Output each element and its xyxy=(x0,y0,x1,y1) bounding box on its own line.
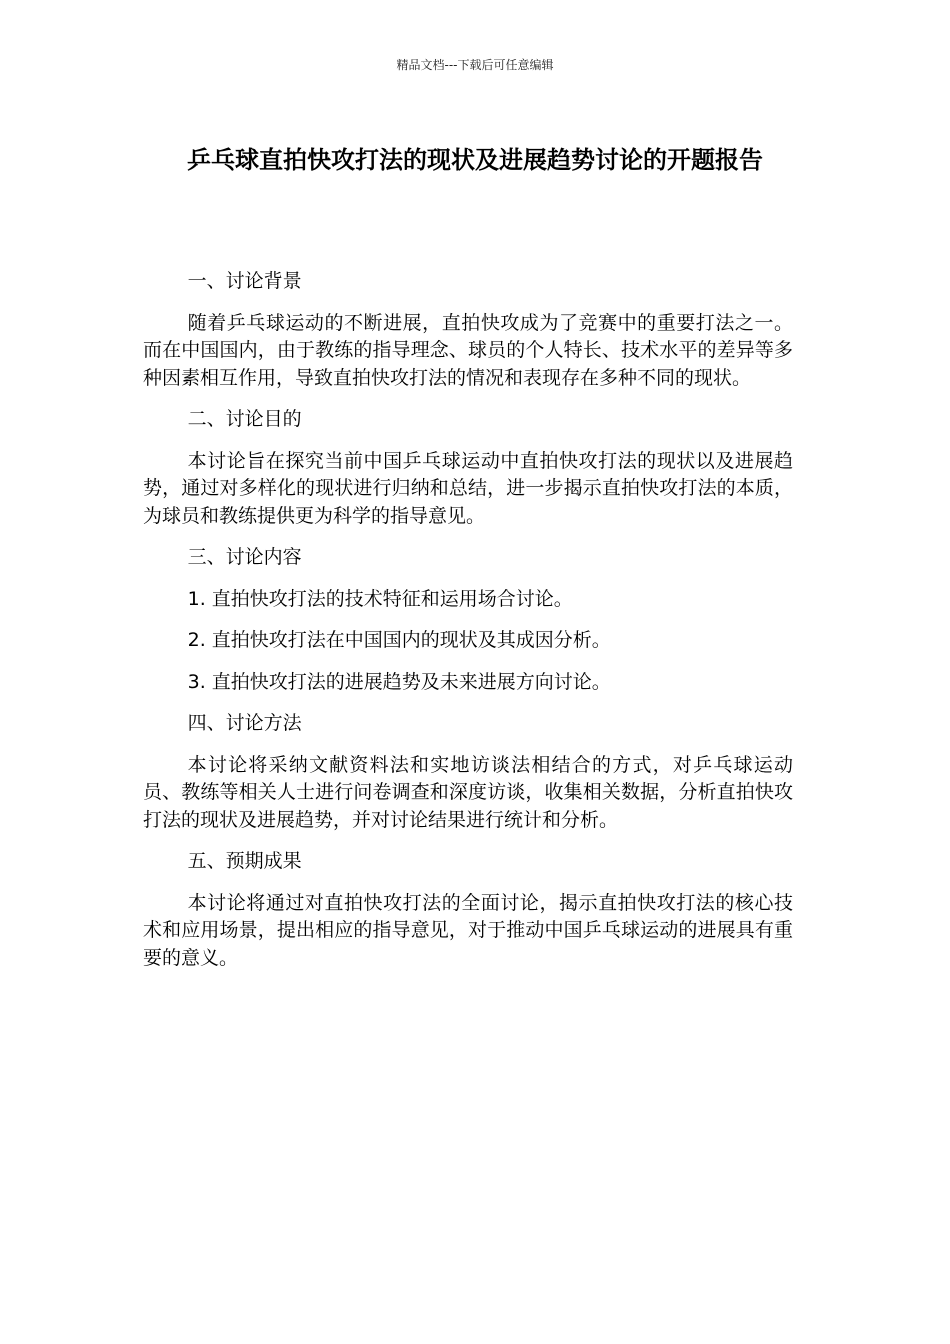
section-heading-background: 一、讨论背景 xyxy=(187,270,302,292)
section-heading-outcomes: 五、预期成果 xyxy=(187,850,302,872)
content-list-item: 2. 直拍快攻打法在中国国内的现状及其成因分析。 xyxy=(187,629,611,651)
section-paragraph-background: 随着乒乓球运动的不断进展，直拍快攻成为了竞赛中的重要打法之一。而在中国国内，由于教练的指导理念、球员的个人特长、技术水平的差异等多种因素相互作用，导致直拍快攻打法的情况和表现存在多种不同的现状。 xyxy=(143,311,793,389)
content-list-item: 3. 直拍快攻打法的进展趋势及未来进展方向讨论。 xyxy=(187,670,611,693)
section-paragraph-outcomes: 本讨论将通过对直拍快攻打法的全面讨论，揭示直拍快攻打法的核心技术和应用场景，提出相应的指导意见，对于推动中国乒乓球运动的进展具有重要的意义。 xyxy=(143,891,793,969)
header-note: 精品文档---下载后可任意编辑 xyxy=(396,58,554,72)
section-heading-purpose: 二、讨论目的 xyxy=(187,408,302,430)
content-list-item: 1. 直拍快攻打法的技术特征和运用场合讨论。 xyxy=(187,587,573,610)
section-heading-content: 三、讨论内容 xyxy=(187,546,302,568)
section-heading-method: 四、讨论方法 xyxy=(187,712,302,734)
section-paragraph-purpose: 本讨论旨在探究当前中国乒乓球运动中直拍快攻打法的现状以及进展趋势，通过对多样化的现状进行归纳和总结，进一步揭示直拍快攻打法的本质，为球员和教练提供更为科学的指导意见。 xyxy=(143,449,793,527)
section-paragraph-method: 本讨论将采纳文献资料法和实地访谈法相结合的方式，对乒乓球运动员、教练等相关人士进行问卷调查和深度访谈，收集相关数据，分析直拍快攻打法的现状及进展趋势，并对讨论结果进行统计和分析。 xyxy=(143,753,793,831)
document-body xyxy=(143,268,793,986)
document-title: 乒乓球直拍快攻打法的现状及进展趋势讨论的开题报告 xyxy=(187,146,763,174)
